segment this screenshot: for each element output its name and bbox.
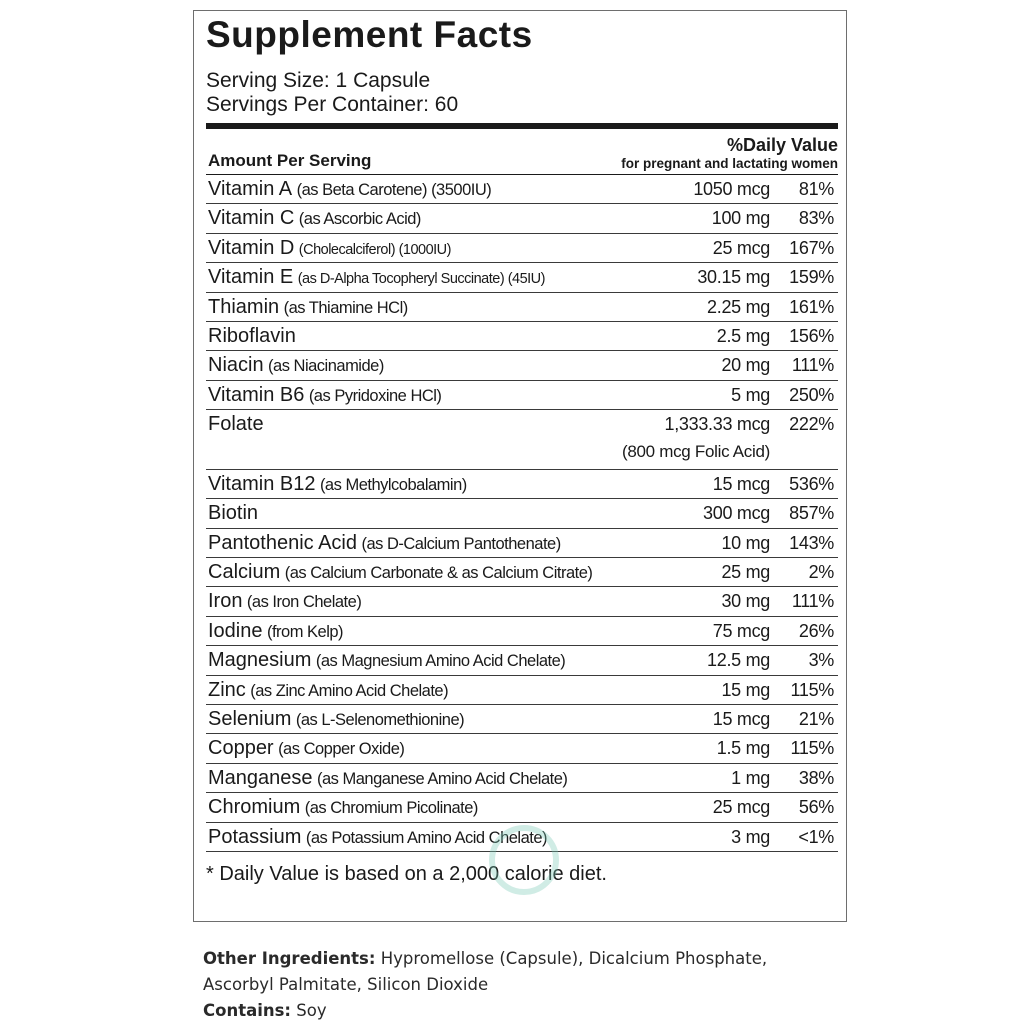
nutrient-daily-value: 115% [790,679,834,700]
nutrient-name: Selenium [208,708,292,731]
nutrient-amount: 30.15 mg [697,267,770,288]
nutrient-source: (as D-Alpha Tocopheryl Succinate) (45IU) [297,271,545,288]
nutrient-cell [208,796,478,820]
table-row [206,410,838,470]
nutrient-cell [208,473,467,497]
nutrient-cell [208,296,408,320]
nutrient-cell [208,532,561,556]
nutrient-note: (800 mcg Folic Acid) [622,442,770,462]
nutrient-amount: 30 mg [721,591,770,612]
table-row [206,175,838,204]
nutrient-amount: 75 mcg [712,620,770,641]
nutrient-daily-value: 111% [791,591,834,612]
nutrient-amount: 2.25 mg [707,296,770,317]
nutrient-cell [208,266,545,290]
other-ingredients-label: Other Ingredients: [203,949,376,968]
table-row [206,351,838,380]
table-row [206,558,838,587]
nutrient-cell [208,237,451,261]
nutrient-name: Vitamin E [208,266,294,289]
daily-value-heading: %Daily Value [726,135,838,155]
nutrient-amount: 20 mg [721,355,770,376]
other-ingredients [203,946,823,998]
nutrient-amount: 2.5 mg [716,325,770,346]
nutrient-amount: 10 mg [721,532,770,553]
nutrient-source: (as Thiamine HCl) [283,298,408,317]
nutrient-daily-value: 857% [789,503,834,524]
nutrient-name: Vitamin A [208,178,293,200]
nutrient-name: Vitamin B12 [208,472,316,495]
nutrient-source: (as Methylcobalamin) [319,475,467,494]
nutrient-source: (as Copper Oxide) [278,740,405,759]
nutrient-cell [208,325,296,349]
other-ingredients-text: Hypromellose (Capsule), Dicalcium Phosphate, Ascorbyl Palmitate, Silicon Dioxide [203,949,768,994]
nutrient-name: Niacin [208,354,264,377]
nutrient-name: Biotin [208,502,259,525]
nutrient-daily-value: 222% [789,414,834,435]
contains [203,998,823,1024]
table-row [206,676,838,705]
nutrient-amount: 5 mg [731,384,770,405]
nutrient-amount: 1050 mcg [693,179,770,199]
nutrient-name: Vitamin B6 [208,383,305,406]
other-ingredients-block [203,946,823,1024]
servings-per-container: Servings Per Container: 60 [206,93,459,116]
nutrient-daily-value: 111% [791,355,834,376]
nutrient-amount: 3 mg [731,826,770,847]
nutrient-name: Iron [208,590,243,613]
serving-size: Serving Size: 1 Capsule [206,69,431,92]
nutrient-amount: 15 mcg [712,709,770,730]
nutrient-source: (as Pyridoxine HCl) [308,386,442,405]
table-row [206,793,838,822]
nutrient-amount: 1.5 mg [716,738,770,759]
nutrient-name: Riboflavin [208,324,296,347]
watermark-logo [489,825,559,895]
nutrient-daily-value: 115% [790,738,834,759]
nutrient-daily-value: 3% [808,650,834,671]
nutrient-cell [208,207,421,231]
nutrient-daily-value: 2% [808,562,834,583]
nutrient-name: Pantothenic Acid [208,531,357,554]
table-row [206,587,838,616]
table-row [206,734,838,763]
table-row [206,646,838,675]
nutrient-source: (as D-Calcium Pantothenate) [361,534,561,553]
table-row [206,617,838,646]
nutrient-name: Zinc [208,678,246,701]
nutrient-cell [208,649,565,673]
nutrient-cell [208,590,361,614]
nutrient-cell [208,620,343,644]
nutrient-amount: 300 mcg [703,503,770,524]
daily-value-footnote: * Daily Value is based on a 2,000 calorie diet. [206,863,607,885]
table-row [206,381,838,410]
nutrient-amount: 25 mcg [712,237,770,258]
nutrient-amount: 12.5 mg [707,650,770,671]
nutrient-amount: 1 mg [731,767,770,788]
nutrient-cell [208,178,491,202]
nutrient-cell [208,561,592,585]
nutrient-amount: 25 mg [721,562,770,583]
nutrient-amount: 15 mcg [712,473,770,494]
nutrient-daily-value: 81% [798,179,834,199]
nutrient-daily-value: 26% [798,620,834,641]
nutrient-name: Chromium [208,796,301,819]
nutrient-name: Vitamin C [208,207,295,230]
nutrient-source: (as Zinc Amino Acid Chelate) [250,681,449,700]
amount-per-serving-heading: Amount Per Serving [208,151,372,170]
nutrient-name: Magnesium [208,649,312,672]
table-row [206,293,838,322]
nutrient-daily-value: 250% [789,384,834,405]
table-row [206,204,838,233]
nutrient-source: (as Manganese Amino Acid Chelate) [316,769,568,788]
table-header [206,129,838,175]
nutrient-source: (as Potassium Amino Acid Chelate) [305,828,548,847]
nutrient-cell [208,708,464,732]
daily-value-subheading: for pregnant and lactating women [621,156,838,171]
nutrient-source: (as Calcium Carbonate & as Calcium Citrate) [284,564,593,583]
nutrient-daily-value: <1% [798,826,834,847]
nutrient-name: Iodine [208,619,263,642]
nutrient-cell [208,354,384,378]
nutrient-name: Manganese [208,766,313,789]
nutrient-daily-value: 167% [789,237,834,258]
supplement-facts-panel [193,10,847,922]
nutrient-name: Folate [208,413,264,436]
contains-text: Soy [291,1001,327,1020]
nutrient-amount: 100 mg [711,208,770,229]
nutrient-source: (as Niacinamide) [268,357,384,376]
nutrient-daily-value: 83% [798,208,834,229]
nutrient-source: (as Ascorbic Acid) [298,210,421,229]
table-row [206,764,838,793]
nutrient-daily-value: 161% [789,296,834,317]
table-row [206,499,838,528]
nutrient-name: Copper [208,737,274,760]
table-row [206,529,838,558]
contains-label: Contains: [203,1001,292,1020]
nutrient-cell [208,502,258,526]
nutrient-daily-value: 156% [789,325,834,346]
nutrient-cell [208,384,441,408]
panel-title: Supplement Facts [206,14,533,55]
nutrient-source: (from Kelp) [266,622,344,641]
nutrient-amount: 15 mg [721,679,770,700]
table-row [206,322,838,351]
nutrient-daily-value: 159% [789,267,834,288]
nutrient-source: (as Chromium Picolinate) [304,799,478,818]
nutrient-cell [208,767,567,791]
nutrient-table [206,175,838,852]
nutrient-daily-value: 38% [798,767,834,788]
nutrient-name: Potassium [208,825,302,848]
nutrient-name: Thiamin [208,295,280,318]
nutrient-cell [208,413,264,437]
table-row [206,234,838,263]
nutrient-name: Calcium [208,561,281,584]
nutrient-cell [208,679,448,703]
table-row [206,470,838,499]
nutrient-source: (as Beta Carotene) (3500IU) [296,181,492,199]
nutrient-daily-value: 21% [798,709,834,730]
nutrient-daily-value: 56% [798,797,834,818]
nutrient-source: (as L-Selenomethionine) [295,711,465,730]
nutrient-source: (Cholecalciferol) (1000IU) [298,241,451,258]
nutrient-daily-value: 536% [789,473,834,494]
nutrient-amount: 25 mcg [712,797,770,818]
nutrient-cell [208,737,404,761]
nutrient-source: (as Iron Chelate) [246,593,362,612]
nutrient-amount: 1,333.33 mcg [664,414,770,435]
table-row [206,705,838,734]
nutrient-source: (as Magnesium Amino Acid Chelate) [315,652,566,671]
nutrient-daily-value: 143% [789,532,834,553]
table-row [206,263,838,292]
nutrient-name: Vitamin D [208,236,295,259]
